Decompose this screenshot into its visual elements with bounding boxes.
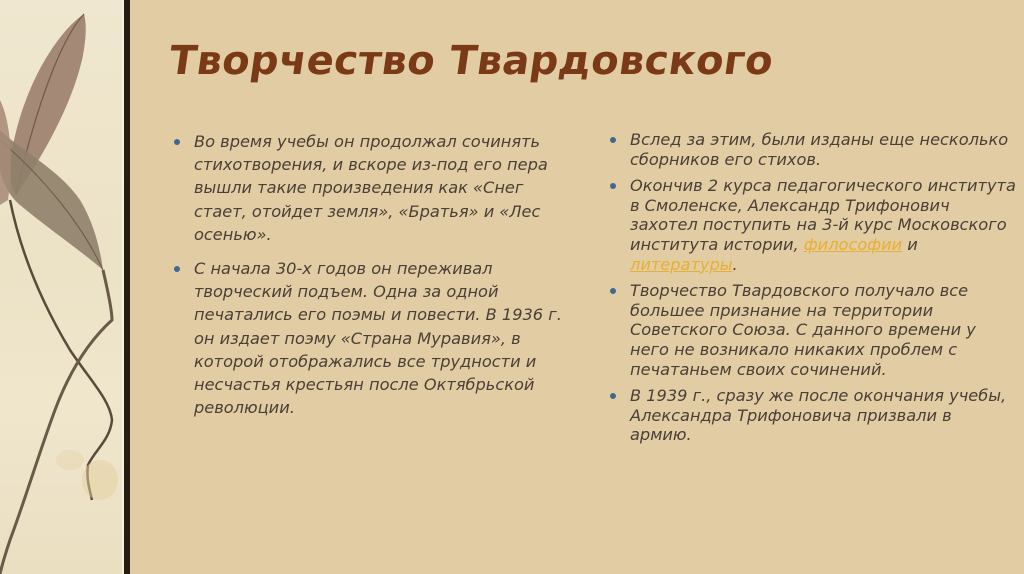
left-column [170,130,575,430]
bullet-icon [174,266,180,272]
list-item-text-end: . [732,254,738,274]
link-philosophy[interactable]: философии [803,234,903,254]
list-item-text: В 1939 г., сразу же после окончания учебы, Александра Трифоновича призвали в армию. [630,386,1007,445]
bullet-list-right [606,130,1016,445]
bullet-icon [610,288,616,294]
dried-leaf-branch-icon [0,0,124,574]
bullet-icon [610,137,616,143]
bullet-list-left [170,130,575,419]
bullet-icon [610,393,616,399]
list-item-text: Вслед за этим, были изданы еще несколько сборников его стихов. [630,130,1009,169]
list-item [606,176,1016,274]
list-item [170,257,575,419]
link-literature[interactable]: литературы [630,254,733,274]
list-item [170,130,575,246]
decorative-leaf-panel [0,0,124,574]
slide-title: Творчество Твардовского [166,38,777,84]
list-item [606,386,1016,445]
list-item-text: С начала 30-х годов он переживал творческий подъем. Одна за одной печатались его поэмы и повести. В 1936 г. он издает поэму «Страна Муравия», в которой отображались все трудности и несчастья крестьян после Октябрьской революции. [194,259,562,418]
vertical-divider [124,0,130,574]
list-item-text: Творчество Твардовского получало все большее признание на территории Советского Союза. С данного времени у него не возникало никаких проблем с печатаньем своих сочинений. [630,281,976,379]
bullet-icon [174,139,180,145]
list-item-text-connector: и [902,234,918,254]
list-item [606,130,1016,169]
list-item-text: Окончив 2 курса педагогического института в Смоленске, Александр Трифонович захотел поступить на 3-й курс Московского института истории, [630,176,1016,254]
list-item-text: Во время учебы он продолжал сочинять стихотворения, и вскоре из-под его пера вышли такие произведения как «Снег стает, отойдет земля», «Братья» и «Лес осенью». [194,132,548,244]
bullet-icon [610,183,616,189]
list-item [606,281,1016,379]
right-column [606,130,1016,452]
